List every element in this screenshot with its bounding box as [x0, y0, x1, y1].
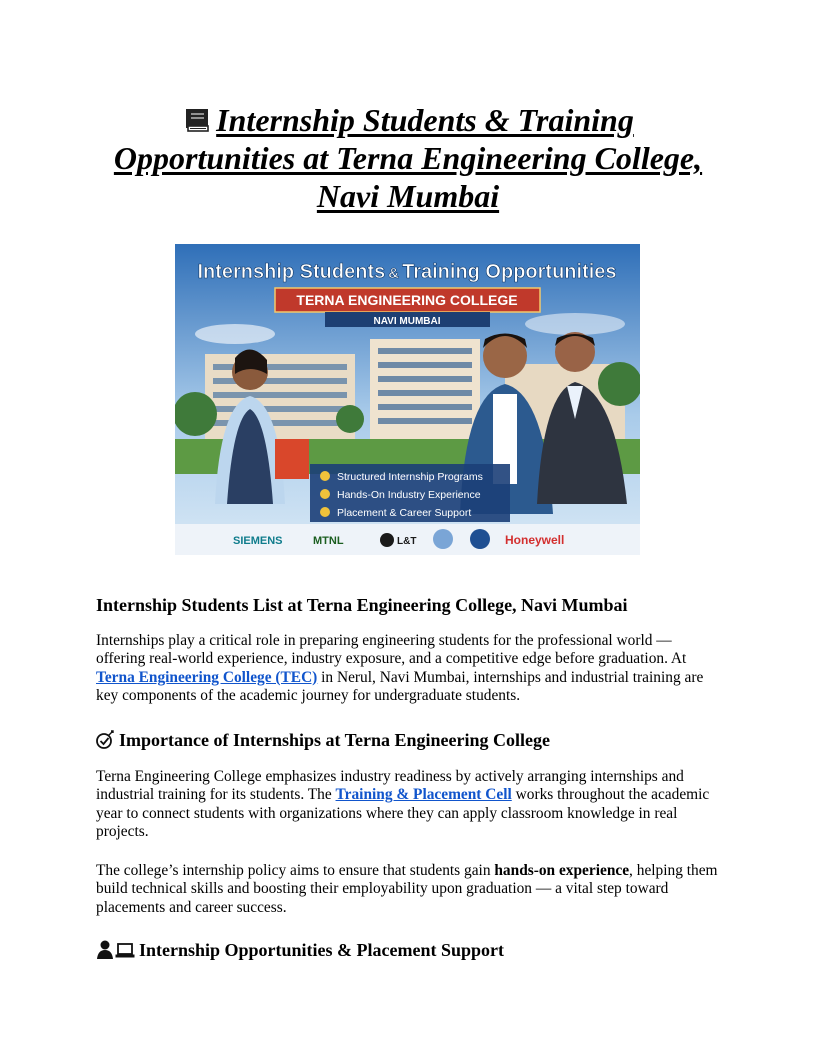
logo-emblem	[433, 529, 453, 549]
importance-paragraph-2: The college’s internship policy aims to ensure that students gain hands-on experience, helping them build technical skills and boosting their employability upon graduation — a vital step toward placements and career success.	[96, 862, 718, 916]
banner-bullet-1: Structured Internship Programs	[337, 471, 483, 483]
section-heading-students-list: Internship Students List at Terna Engineering College, Navi Mumbai	[96, 595, 628, 615]
person-icon	[96, 940, 114, 959]
logo-mtnl: MTNL	[313, 535, 344, 547]
hero-banner-image	[175, 244, 640, 555]
section-heading-opportunities: Internship Opportunities & Placement Support	[96, 939, 504, 961]
target-check-icon	[96, 730, 115, 749]
banner-college: TERNA ENGINEERING COLLEGE	[296, 292, 518, 308]
logo-lt: L&T	[397, 536, 417, 547]
importance-paragraph-1: Terna Engineering College emphasizes industry readiness by actively arranging internships and industrial training for its students. The Training & Placement Cell works throughout the academic year to connect students with organizations where they can apply classroom knowledge in real projects.	[96, 768, 710, 841]
tec-link[interactable]: Terna Engineering College (TEC)	[96, 668, 318, 686]
title-text: Internship Students & Training Opportunities at Terna Engineering College, Navi Mumbai	[113, 102, 703, 214]
section-heading-importance: Importance of Internships at Terna Engineering College	[96, 729, 550, 751]
intro-paragraph: Internships play a critical role in preparing engineering students for the professional world — offering real-world experience, industry exposure, and a competitive edge before graduation. At Terna Engineering College (TEC) in Nerul, Navi Mumbai, internships and industrial training are key components of the academic journey for undergraduate students.	[96, 632, 704, 705]
logo-circle	[470, 529, 490, 549]
banner-bullet-3: Placement & Career Support	[337, 507, 472, 519]
logo-siemens: SIEMENS	[233, 535, 283, 547]
book-icon	[182, 107, 212, 133]
document-title	[96, 101, 720, 215]
logo-honeywell: Honeywell	[505, 533, 565, 547]
banner-title: Internship Students & Training Opportunities	[197, 261, 617, 283]
banner-city: NAVI MUMBAI	[373, 316, 441, 327]
banner-bullet-2: Hands-On Industry Experience	[337, 489, 481, 501]
placement-cell-link[interactable]: Training & Placement Cell	[335, 786, 512, 804]
laptop-icon	[115, 940, 135, 959]
